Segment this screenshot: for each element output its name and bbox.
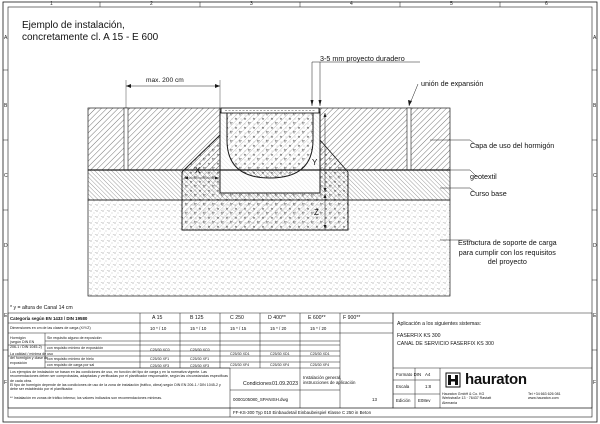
dim-x-label: X [195,166,201,175]
value-c250: C25/30 XD1 [230,352,250,356]
grid-letter: B [593,103,597,109]
class-b125: B 125 [190,315,204,321]
grid-letter: F [593,380,597,386]
instructions-line: Instalación general, [303,375,342,380]
address-line: Alemania [442,400,457,405]
value-e600: C25/30 XD1 [310,352,330,356]
address-line: Werkstraße 13 · 76437 Rastatt [442,396,492,401]
conditions-date: 01.09.2023 [272,381,298,387]
dim-z-label: Z [314,208,319,217]
hormigon-line: 206-1 / DIN 1045-2) [10,344,42,349]
dim-a15: 10 * / 10 [150,326,167,331]
format-label: Formato DIN [396,372,422,377]
format-value: A4 [425,372,431,377]
brand-name: hauraton [465,371,527,388]
class-e600: E 600** [308,315,326,321]
contact-line: www.hauraton.com [528,396,559,401]
label-estructura [458,238,557,267]
drawing-code: 0000105080_SPANISH.dwg [233,397,289,402]
value-b125: C25/30 XF1 [190,357,210,361]
quality-line: La calidad / mínima de uso [10,352,53,356]
label-geotextil: geotextil [470,172,497,181]
conditions-label: Condiciones [243,381,272,387]
address-line: Hauraton GmbH & Co. KG [442,392,485,396]
hormigon-line: Hormigón [10,336,26,340]
grid-number: 5 [450,1,453,7]
value-e600: C25/30 XF4 [310,363,330,367]
class-c250: C 250 [230,315,244,321]
value-d400: C25/30 XF4 [270,363,290,367]
edition-value: E08ev [418,398,431,403]
grid-number: 4 [350,1,353,7]
hormigon-label [10,336,42,349]
edition-label: Edición [396,398,411,403]
table-category-header: Categoría según EN 1433 / DIN 19580 [10,316,88,321]
quality-line: exposición [10,360,27,365]
dim-e600: 15 * / 20 [310,326,327,331]
scale-label: Escala [396,384,410,389]
apply-label: Aplicación a los siguientes sistemas: [397,321,482,327]
class-d400: D 400** [268,315,286,321]
label-capa: Capa de uso del hormigón [470,141,555,150]
contact-line: Tel +34 663 626 081 [528,392,561,396]
grid-letter: E [593,313,597,319]
value-b125: C25/30 XF3 [190,364,210,368]
class-a15: A 15 [152,315,163,321]
estructura-line: Estructura de soporte de carga [458,238,557,247]
hauraton-logo [445,371,527,388]
title-line-2: concretamente cl. A 15 - E 600 [22,32,159,43]
grid-letter: B [4,103,8,109]
grid-number: 2 [150,1,153,7]
bottom-description: FF-KS-300 Typ 010 Einbaudetail Einbaubeispiel Klasse C 250 in Beton [233,410,372,415]
grid-letter: D [593,243,597,249]
dimension-max-width: max. 200 cm [146,77,184,84]
system-2: CANAL DE SERVICIO FASERFIX KS 300 [397,341,494,347]
note-main: Los ejemplos de instalación se basan en las condiciones de uso, en función del tipo de carga y en la normativa vigente. Las recomendaciones deben ser comprobadas, adaptadas y verificadas por el planificador responsable, según las circunstancias específicas de cada obra. [10,370,228,383]
value-a15: C25/30 XF3 [150,364,170,368]
value-b125: C25/30 XC0 [190,348,210,352]
title-line-1: Ejemplo de instalación, [22,20,125,31]
grid-number: 6 [545,1,548,7]
note-3: ** Instalación en zonas de tráfico intenso; los valores indicados son recomendaciones mínimas. [10,396,163,400]
value-d400: C25/30 XD1 [270,352,290,356]
footnote-y: * y = altura de Canal 14 cm [10,305,73,311]
value-a15: C25/30 XF1 [150,357,170,361]
sheet-number: 13 [372,397,377,402]
grid-number: 1 [50,1,53,7]
dim-c250: 15 * / 15 [230,326,247,331]
drawing-title [22,20,158,44]
class-f900: F 900** [343,315,361,321]
grid-letter: A [593,35,597,41]
grid-letter: A [4,35,8,41]
hormigon-line: (según DIN EN [10,340,35,345]
grid-letter: E [4,313,8,319]
label-proyecto: 3-5 mm proyecto duradero [320,54,405,63]
instructions-label [303,375,355,385]
dim-d400: 15 * / 20 [270,326,287,331]
address [442,392,491,405]
quality-line: del hormigón y clase de [10,356,48,361]
contact [528,392,561,401]
exposure-row-3: con requisito mínimo de hielo [47,357,94,361]
row-dimensions-label: Dimensiones en cm de las clases de carga (X/Y/Z) [10,326,91,330]
grid-letter: C [4,173,8,179]
exposure-row-4: con requisito de carga por sal [47,363,95,367]
system-1: FASERFIX KS 300 [397,333,441,339]
note-2: El tipo de hormigón depende de las condiciones de uso de la zona de instalación (tráfico, clima) según DIN EN 206-1 / DIN 1045-2 y debe ser establecido por el planificador. [10,383,221,392]
logo-mark-icon [445,372,461,388]
grid-letter: C [593,173,597,179]
label-union: unión de expansión [421,79,484,88]
value-a15: C25/30 XC0 [150,348,170,352]
estructura-line: para cumplir con los requisitos [458,247,556,257]
label-curso-base: Curso base [470,189,507,198]
dim-y-label: Y [312,158,318,167]
exposure-row-1: Sin requisito alguno de exposición [47,336,102,340]
scale-value: 1:8 [425,384,432,389]
grid-number: 3 [250,1,253,7]
estructura-line: del proyecto [487,257,527,266]
dim-b125: 15 * / 10 [190,326,207,331]
exposure-row-2: con requisito mínimo de exposición [47,346,104,350]
grid-letter: F [4,380,8,386]
grid-letter: D [4,243,8,249]
instructions-line: instrucciones de aplicación [303,380,356,385]
value-c250: C25/30 XF4 [230,363,250,367]
